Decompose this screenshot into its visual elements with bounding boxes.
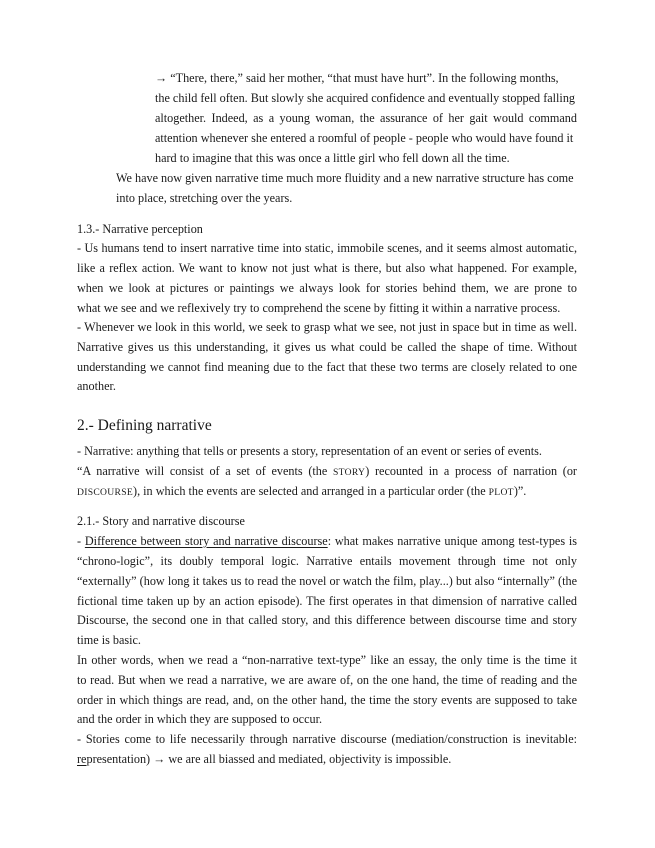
- definition-quote-line: “A narrative will consist of a set of events (the STORY) recounted in a process of narration (or: [77, 464, 577, 478]
- paragraph-line: understanding we cannot find meaning due to the fact that these two terms are closely related to one: [77, 360, 577, 374]
- quote-line: hard to imagine that this was once a little girl who fell down all the time.: [155, 151, 510, 165]
- paragraph-line: [77, 751, 451, 767]
- paragraph-line: Narrative gives us this understanding, it gives us what could be called the shape of time. Without: [77, 340, 577, 354]
- paragraph-text: : what makes narrative unique among test-types is: [327, 534, 577, 548]
- chapter-heading: 2.- Defining narrative: [77, 417, 212, 434]
- paragraph-line: to read. But when we read a narrative, we are aware of, on the one hand, the time of reading and the: [77, 673, 577, 687]
- paragraph-line: - Narrative: anything that tells or presents a story, representation of an event or series of events.: [77, 444, 542, 458]
- paragraph-line: order in which things are read, and, on the other hand, the time the story events are supposed to take: [77, 693, 577, 707]
- paragraph-line: [77, 533, 577, 549]
- bullet-dash: -: [77, 534, 85, 548]
- paragraph-line: Discourse, the second one in that called story, and this difference between discourse time and story: [77, 613, 577, 627]
- definition-quote-line: DISCOURSE), in which the events are selected and arranged in a particular order (the PLOT)”.: [77, 484, 527, 498]
- quote-line: → “There, there,” said her mother, “that must have hurt”. In the following months,: [155, 71, 559, 85]
- paragraph-line: - Stories come to life necessarily through narrative discourse (mediation/construction is inevitable:: [77, 732, 577, 746]
- paragraph-line: time is basic.: [77, 633, 141, 647]
- paragraph-text: presentation) → we are all biassed and mediated, objectivity is impossible.: [86, 752, 452, 766]
- paragraph-line: like a reflex action. We want to know not just what is there, but also what happened. For example,: [77, 261, 577, 275]
- paragraph-line: “externally” (how long it takes us to read the novel or watch the film, play...) but also “internally” (the: [77, 574, 577, 588]
- quote-line: altogether. Indeed, as a young woman, the assurance of her gait would command: [155, 111, 577, 125]
- quote-line: the child fell often. But slowly she acquired confidence and eventually stopped falling: [155, 91, 576, 105]
- paragraph-line: [77, 463, 577, 479]
- small-caps-term: STORY: [332, 467, 366, 478]
- paragraph-line: - Whenever we look in this world, we seek to grasp what we see, not just in space but in time as well.: [77, 320, 577, 334]
- paragraph-line: into place, stretching over the years.: [116, 191, 293, 205]
- paragraph-line: another.: [77, 379, 116, 393]
- underlined-term: Difference between story and narrative discourse: [84, 534, 328, 548]
- paragraph-line: - Us humans tend to insert narrative time into static, immobile scenes, and it seems almost automatic,: [77, 241, 577, 255]
- paragraph-line: what we see and we reflexively try to comprehend the scene by fitting it within a narrative process.: [77, 301, 561, 315]
- paragraph-line: and the order in which they are supposed to occur.: [77, 712, 323, 726]
- paragraph-line: “chrono-logic”, its doubly temporal logic. Narrative entails movement through time not only: [77, 554, 577, 568]
- paragraph-line: when we look at pictures or paintings we always look for stories behind them, we are prone to: [77, 281, 577, 295]
- section-heading: 1.3.- Narrative perception: [77, 222, 203, 236]
- small-caps-term: DISCOURSE: [77, 487, 134, 498]
- paragraph-line: We have now given narrative time much more fluidity and a new narrative structure has come: [116, 171, 574, 185]
- paragraph-line: fictional time taken up by an action episode). The first operates in that dimension of narrative called: [77, 594, 577, 608]
- small-caps-term: PLOT: [488, 487, 514, 498]
- underlined-term: re: [77, 752, 87, 766]
- paragraph-line: [77, 483, 526, 501]
- section-heading: 2.1.- Story and narrative discourse: [77, 514, 245, 528]
- quote-line: attention whenever she entered a roomful of people - people who would have found it: [155, 131, 574, 145]
- paragraph-line: In other words, when we read a “non-narrative text-type” like an essay, the only time is the time it: [77, 653, 577, 667]
